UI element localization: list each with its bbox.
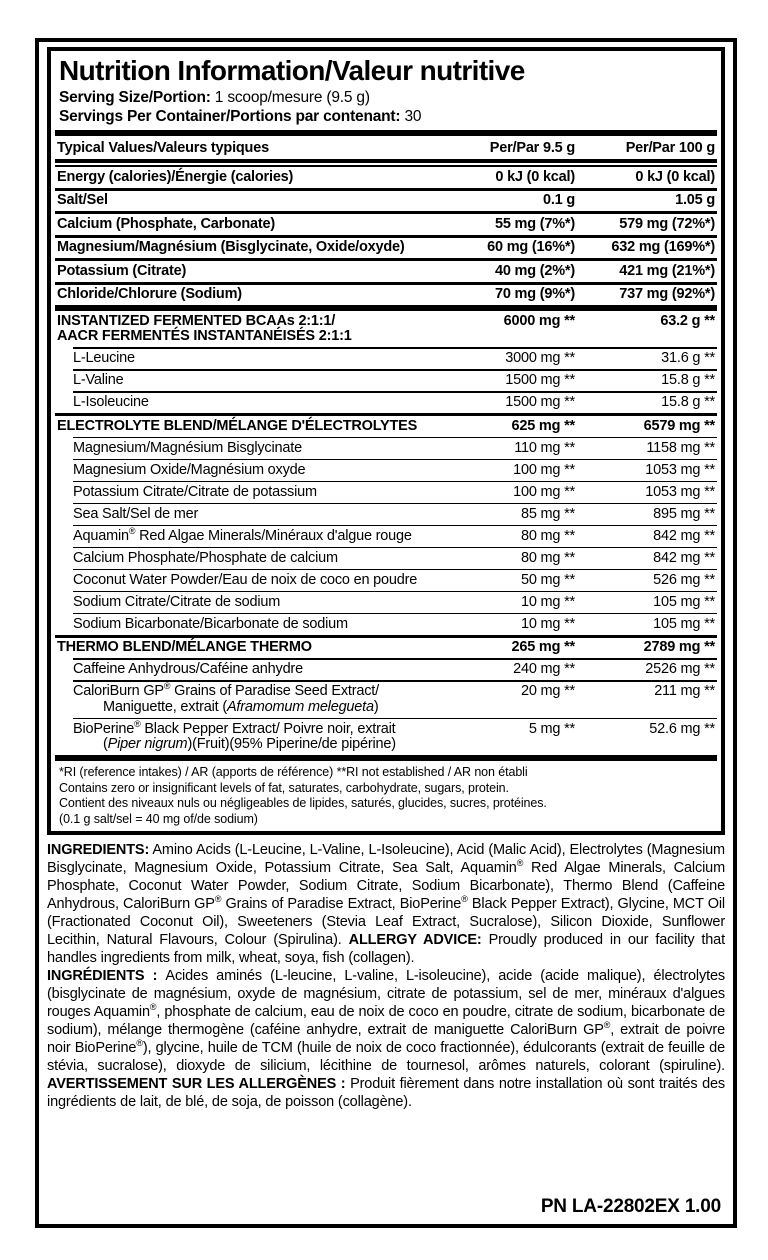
text-segment: Magnesium/Magnésium Bisglycinate (73, 439, 302, 456)
text-segment: BioPerine® Black Pepper Extract/ Poivre noir, extrait (73, 718, 396, 737)
row-label (57, 193, 450, 209)
row-label (57, 662, 450, 678)
text-segment: Caffeine Anhydrous/Caféine anhydre (73, 661, 303, 678)
row-label-line (73, 718, 450, 738)
text-segment: INGRÉDIENTS : (47, 968, 166, 985)
text-segment: L-Valine (73, 372, 124, 389)
row-value-per-serving: 240 mg ** (513, 661, 575, 678)
text-segment: Calcium Phosphate/Phosphate de calcium (73, 549, 338, 566)
row-value-per-100g: 1158 mg ** (646, 439, 715, 456)
row-value-per-100g: 2526 mg ** (645, 661, 715, 678)
ingredients-en (47, 841, 725, 967)
row-label-line (73, 395, 450, 411)
row-value-per-serving: 20 mg ** (520, 683, 575, 700)
row-label (57, 551, 450, 567)
table-row (51, 393, 721, 414)
registered-mark: ® (163, 681, 171, 692)
row-label (57, 681, 450, 715)
row-value-per-100g: 1053 mg ** (645, 461, 715, 478)
table-row (51, 548, 721, 569)
text-segment: Potassium (Citrate) (57, 262, 187, 279)
table-row (51, 638, 721, 659)
row-value-per-serving: 3000 mg ** (505, 350, 575, 367)
table-row (51, 371, 721, 392)
row-value-per-100g: 105 mg ** (653, 615, 715, 632)
registered-mark: ® (134, 718, 141, 729)
table-row (51, 719, 721, 755)
row-label-line (57, 264, 450, 280)
text-segment: Amino Acids (L-Leucine, L-Valine, L-Isoleucine), Acid (Malic Acid), Electrolytes (Magnesium Bisglycinate, Magnesium Oxide, Potassium Citrate, Sea Salt, Aquamin® Red Algae Minerals, Calcium Phosphate, Coconut Water Powder, Sodium Citrate, Sodium Bicarbonate), Thermo Blend (Caffeine Anhydrous, CaloriBurn GP® Grains of Paradise Extract, BioPerine® Black Pepper Extract), Glycine, MCT Oil (Fractionated Coconut Oil), Sweeteners (Stevia Leaf Extract, Sucralose), Silicon Dioxide, Sunflower Lecithin, Natural Flavours, Colour (Spirulina). (47, 842, 726, 949)
table-header-row (51, 136, 721, 159)
row-label (57, 485, 450, 501)
row-value-per-serving: 625 mg ** (511, 417, 575, 434)
row-value-per-serving: 1500 mg ** (505, 372, 575, 389)
text-segment: INGREDIENTS: (47, 842, 150, 859)
text-segment: Sea Salt/Sel de mer (73, 505, 199, 522)
row-label (57, 217, 450, 233)
footnotes (51, 761, 721, 831)
row-label (57, 395, 450, 411)
row-value-per-100g: 0 kJ (0 kcal) (635, 168, 715, 185)
servings-per-container-line (59, 107, 713, 126)
row-label-line (73, 662, 450, 678)
table-row (51, 349, 721, 370)
text-segment: THERMO BLEND/MÉLANGE THERMO (57, 639, 312, 656)
row-label (57, 507, 450, 523)
table-row (51, 682, 721, 718)
text-segment: Magnesium Oxide/Magnésium oxyde (73, 461, 306, 478)
row-label-line (57, 170, 450, 186)
registered-mark: ® (214, 894, 222, 905)
table-row (51, 460, 721, 481)
row-label-line (73, 507, 450, 523)
text-segment: ALLERGY ADVICE: (348, 932, 482, 949)
table-row (51, 482, 721, 503)
row-label (57, 419, 450, 435)
footnote-line: Contient des niveaux nuls ou négligeables de lipides, saturés, glucides, sucres, protéines. (59, 796, 547, 811)
servings-label: Servings Per Container/Portions par contenant: (59, 108, 401, 126)
registered-mark: ® (128, 525, 136, 536)
row-label-line (73, 525, 450, 545)
text-segment: Calcium (Phosphate, Carbonate) (57, 215, 275, 232)
text-segment: Proudly produced in our facility that handles ingredients from milk, wheat, soya, fish (collagen). (47, 932, 725, 967)
row-value-per-100g: 895 mg ** (653, 505, 715, 522)
text-segment: Piper nigrum (107, 736, 188, 753)
label-sheet (35, 38, 737, 1228)
row-value-per-serving: 80 mg ** (520, 549, 575, 566)
row-value-per-100g: 31.6 g ** (661, 350, 715, 367)
table-row (51, 570, 721, 591)
table-row (51, 191, 721, 212)
text-segment: Aquamin® Red Algae Minerals/Minéraux d'algue rouge (73, 525, 412, 544)
text-segment: Sodium Bicarbonate/Bicarbonate de sodium (73, 615, 348, 632)
footnote-line: Contains zero or insignificant levels of fat, saturates, carbohydrate, sugars, protein. (59, 780, 509, 795)
row-value-per-100g: 526 mg ** (653, 571, 715, 588)
table-row (51, 214, 721, 235)
row-label-line (57, 640, 450, 656)
row-value-per-serving: 80 mg ** (520, 527, 575, 544)
serving-size-label: Serving Size/Portion: (59, 89, 211, 107)
row-value-per-100g: 63.2 g ** (660, 312, 715, 329)
row-value-per-serving: 10 mg ** (520, 593, 575, 610)
table-row (51, 311, 721, 347)
registered-mark: ® (603, 1020, 611, 1031)
row-value-per-serving: 40 mg (2%*) (495, 262, 575, 279)
text-segment: ) (373, 698, 379, 715)
serving-size-value: 1 scoop/mesure (9.5 g) (210, 89, 370, 107)
row-label (57, 441, 450, 457)
row-value-per-serving: 0 kJ (0 kcal) (495, 168, 575, 185)
serving-size-line (59, 88, 713, 107)
row-value-per-serving: 50 mg ** (520, 571, 575, 588)
text-segment: Magnesium/Magnésium (Bisglycinate, Oxide/oxyde) (57, 239, 405, 256)
panel-title: Nutrition Information/Valeur nutritive (59, 55, 525, 86)
row-label (57, 463, 450, 479)
row-label (57, 287, 450, 303)
table-row (51, 238, 721, 259)
row-value-per-100g: 842 mg ** (653, 549, 715, 566)
row-label-line (57, 217, 450, 233)
row-value-per-serving: 110 mg ** (514, 439, 575, 456)
row-label-line (73, 700, 450, 716)
footnote-line: (0.1 g salt/sel = 40 mg of/de sodium) (59, 811, 258, 826)
row-label-line (57, 329, 450, 345)
row-label (57, 640, 450, 656)
ingredients-fr (47, 967, 725, 1111)
row-label-line (73, 463, 450, 479)
row-value-per-100g: 15.8 g ** (661, 372, 715, 389)
row-value-per-100g: 1053 mg ** (645, 483, 715, 500)
row-label (57, 525, 450, 545)
row-value-per-serving: 100 mg ** (513, 461, 575, 478)
table-row (51, 261, 721, 282)
row-value-per-100g: 579 mg (72%*) (619, 215, 715, 232)
registered-mark: ® (461, 894, 468, 905)
text-segment: L-Isoleucine (73, 394, 149, 411)
row-label (57, 595, 450, 611)
text-segment: Potassium Citrate/Citrate de potassium (73, 483, 317, 500)
row-label (57, 264, 450, 280)
row-value-per-serving: 100 mg ** (513, 483, 575, 500)
row-label (57, 373, 450, 389)
row-label-line (73, 737, 450, 753)
text-segment: Chloride/Chlorure (Sodium) (57, 286, 242, 303)
row-label-line (73, 595, 450, 611)
row-label-line (73, 351, 450, 367)
registered-mark: ® (149, 1002, 157, 1013)
text-segment: )(Fruit)(95% Piperine/de pipérine) (187, 736, 396, 753)
column-header-per-serving: Per/Par 9.5 g (489, 140, 575, 157)
row-value-per-100g: 105 mg ** (653, 593, 715, 610)
registered-mark: ® (516, 858, 524, 869)
row-value-per-100g: 1.05 g (675, 192, 715, 209)
table-row (51, 526, 721, 547)
table-row (51, 660, 721, 681)
table-row (51, 285, 721, 306)
column-header-typical-values: Typical Values/Valeurs typiques (57, 140, 269, 157)
row-label (57, 718, 450, 753)
footnote-line: *RI (reference intakes) / AR (apports de référence) **RI not established / AR non établi (59, 765, 528, 780)
row-label (57, 617, 450, 633)
table-row (51, 438, 721, 459)
text-segment: INSTANTIZED FERMENTED BCAAs 2:1:1/ (57, 312, 336, 329)
row-label-line (73, 373, 450, 389)
row-value-per-serving: 265 mg ** (511, 639, 575, 656)
text-segment: Acides aminés (L-leucine, L-valine, L-isoleucine), acide (acide malique), électrolytes (bisglycinate de magnésium, oxyde de magnésium, citrate de potassium, sel de mer, minéraux d'algues rouges Aquamin®, phosphate de calcium, eau de noix de coco en poudre, citrate de sodium, bicarbonate de sodium), mélange thermogène (caféine anhydre, extrait de maniguette CaloriBurn GP®, extrait de poivre noir BioPerine®), glycine, huile de TCM (huile de noix de coco fractionnée), édulcorants (extrait de feuille de stévia, sucralose), dioxyde de silicium, lécithine de tournesol, arômes naturels, colorant (spiruline). (47, 968, 725, 1075)
table-row (51, 167, 721, 188)
row-label-line (57, 314, 450, 330)
row-value-per-100g: 842 mg ** (653, 527, 715, 544)
row-value-per-serving: 70 mg (9%*) (495, 286, 575, 303)
registered-mark: ® (136, 1038, 143, 1049)
row-label (57, 170, 450, 186)
row-value-per-serving: 0.1 g (542, 192, 575, 209)
row-label (57, 314, 450, 345)
text-segment: ( (103, 736, 108, 753)
row-label-line (73, 681, 450, 700)
table-row (51, 614, 721, 635)
row-value-per-100g: 211 mg ** (654, 683, 715, 700)
table-row (51, 592, 721, 613)
divider-bar (55, 159, 717, 163)
text-segment: Energy (calories)/Énergie (calories) (57, 168, 294, 185)
row-label-line (73, 617, 450, 633)
row-value-per-serving: 55 mg (7%*) (495, 215, 575, 232)
row-label (57, 573, 450, 589)
text-segment: ELECTROLYTE BLEND/MÉLANGE D'ÉLECTROLYTES (57, 417, 418, 434)
row-label-line (57, 419, 450, 435)
part-number: PN LA-22802EX 1.00 (540, 1196, 721, 1217)
text-segment: Coconut Water Powder/Eau de noix de coco en poudre (73, 571, 418, 588)
row-label-line (73, 551, 450, 567)
row-label-line (73, 441, 450, 457)
text-segment: AACR FERMENTÉS INSTANTANÉISÉS 2:1:1 (57, 328, 352, 345)
row-value-per-100g: 421 mg (21%*) (619, 262, 715, 279)
row-value-per-serving: 5 mg ** (528, 720, 575, 737)
row-value-per-100g: 6579 mg ** (643, 417, 715, 434)
row-value-per-100g: 52.6 mg ** (649, 720, 715, 737)
row-value-per-serving: 6000 mg ** (503, 312, 575, 329)
text-segment: CaloriBurn GP® Grains of Paradise Seed Extract/ (73, 681, 379, 700)
row-value-per-serving: 10 mg ** (520, 615, 575, 632)
row-label-line (57, 193, 450, 209)
row-value-per-100g: 632 mg (169%*) (611, 239, 715, 256)
nutrition-panel (47, 47, 725, 835)
row-value-per-100g: 15.8 g ** (661, 394, 715, 411)
text-segment: Aframomum melegueta (226, 698, 374, 715)
row-value-per-serving: 85 mg ** (520, 505, 575, 522)
row-label (57, 351, 450, 367)
table-body (51, 167, 721, 755)
text-segment: Salt/Sel (57, 192, 108, 209)
row-label (57, 240, 450, 256)
row-label-line (57, 240, 450, 256)
text-segment: AVERTISSEMENT SUR LES ALLERGÈNES : (47, 1076, 351, 1093)
column-header-per-100g: Per/Par 100 g (625, 140, 715, 157)
row-value-per-serving: 1500 mg ** (505, 394, 575, 411)
table-row (51, 416, 721, 437)
row-label-line (73, 485, 450, 501)
text-segment: Produit fièrement dans notre installation où sont traités des ingrédients de lait, de blé, de soja, de poisson (collagène). (47, 1076, 726, 1111)
text-segment: L-Leucine (73, 350, 135, 367)
row-value-per-100g: 2789 mg ** (643, 639, 715, 656)
row-label-line (73, 573, 450, 589)
text-segment: Sodium Citrate/Citrate de sodium (73, 593, 281, 610)
table-row (51, 504, 721, 525)
row-label-line (57, 287, 450, 303)
text-segment: Maniguette, extrait ( (103, 698, 227, 715)
row-value-per-serving: 60 mg (16%*) (487, 239, 575, 256)
servings-value: 30 (400, 108, 422, 126)
row-value-per-100g: 737 mg (92%*) (619, 286, 715, 303)
